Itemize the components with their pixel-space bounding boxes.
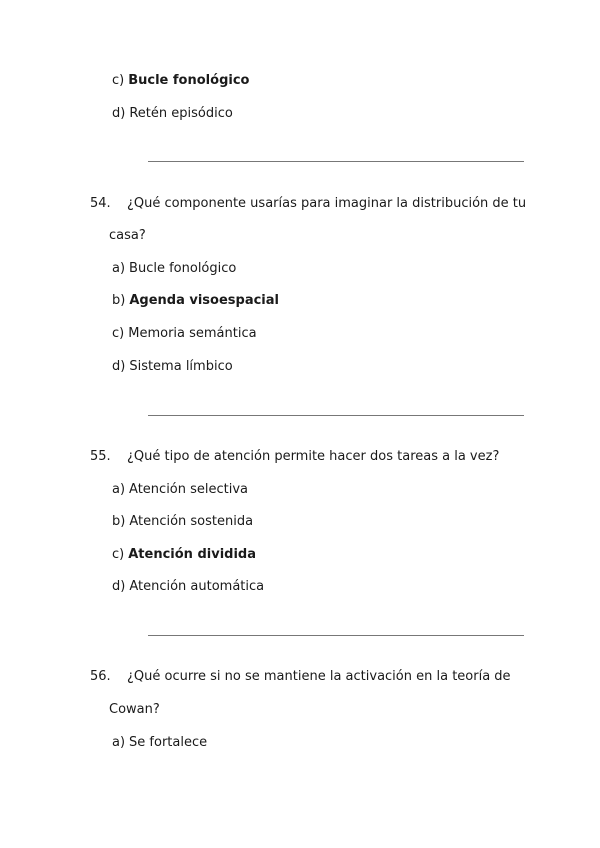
divider (148, 635, 524, 636)
option-letter: d) (112, 359, 126, 374)
option-text: Atención automática (129, 579, 265, 594)
q55-option-a (112, 482, 248, 498)
option-letter: c) (112, 326, 125, 341)
question-56-text-line1: ¿Qué ocurre si no se mantiene la activación en la teoría de (127, 669, 511, 684)
divider (148, 415, 524, 416)
option-d-prev (112, 106, 233, 122)
question-56-text-line2: Cowan? (109, 702, 160, 717)
q54-option-c (112, 326, 257, 342)
q55-option-d (112, 579, 264, 595)
option-letter: c) (112, 73, 125, 88)
divider (148, 161, 524, 162)
option-c-prev (112, 73, 249, 89)
option-text: Atención selectiva (129, 482, 249, 497)
q54-option-d (112, 359, 233, 375)
option-letter: a) (112, 261, 126, 276)
q54-option-a (112, 261, 236, 277)
option-letter: c) (112, 547, 125, 562)
q56-option-a (112, 735, 207, 751)
option-text: Bucle fonológico (129, 261, 237, 276)
option-letter: b) (112, 293, 126, 308)
option-text: Retén episódico (129, 106, 233, 121)
question-54-text-line1: ¿Qué componente usarías para imaginar la distribución de tu (127, 196, 527, 211)
option-letter: a) (112, 482, 126, 497)
option-text: Memoria semántica (128, 326, 257, 341)
question-56-number: 56. (90, 669, 111, 684)
q55-option-c (112, 547, 256, 563)
question-54-number: 54. (90, 196, 111, 211)
q54-option-b (112, 293, 279, 309)
option-text-correct: Atención dividida (128, 547, 256, 562)
option-letter: d) (112, 106, 126, 121)
option-text: Atención sostenida (129, 514, 254, 529)
option-text-correct: Bucle fonológico (128, 73, 250, 88)
option-letter: d) (112, 579, 126, 594)
q55-option-b (112, 514, 253, 530)
option-letter: b) (112, 514, 126, 529)
question-55-number: 55. (90, 449, 111, 464)
option-letter: a) (112, 735, 126, 750)
question-55-text-line1: ¿Qué tipo de atención permite hacer dos tareas a la vez? (127, 449, 500, 464)
option-text: Se fortalece (129, 735, 208, 750)
option-text-correct: Agenda visoespacial (129, 293, 279, 308)
option-text: Sistema límbico (129, 359, 233, 374)
question-54-text-line2: casa? (109, 228, 146, 243)
